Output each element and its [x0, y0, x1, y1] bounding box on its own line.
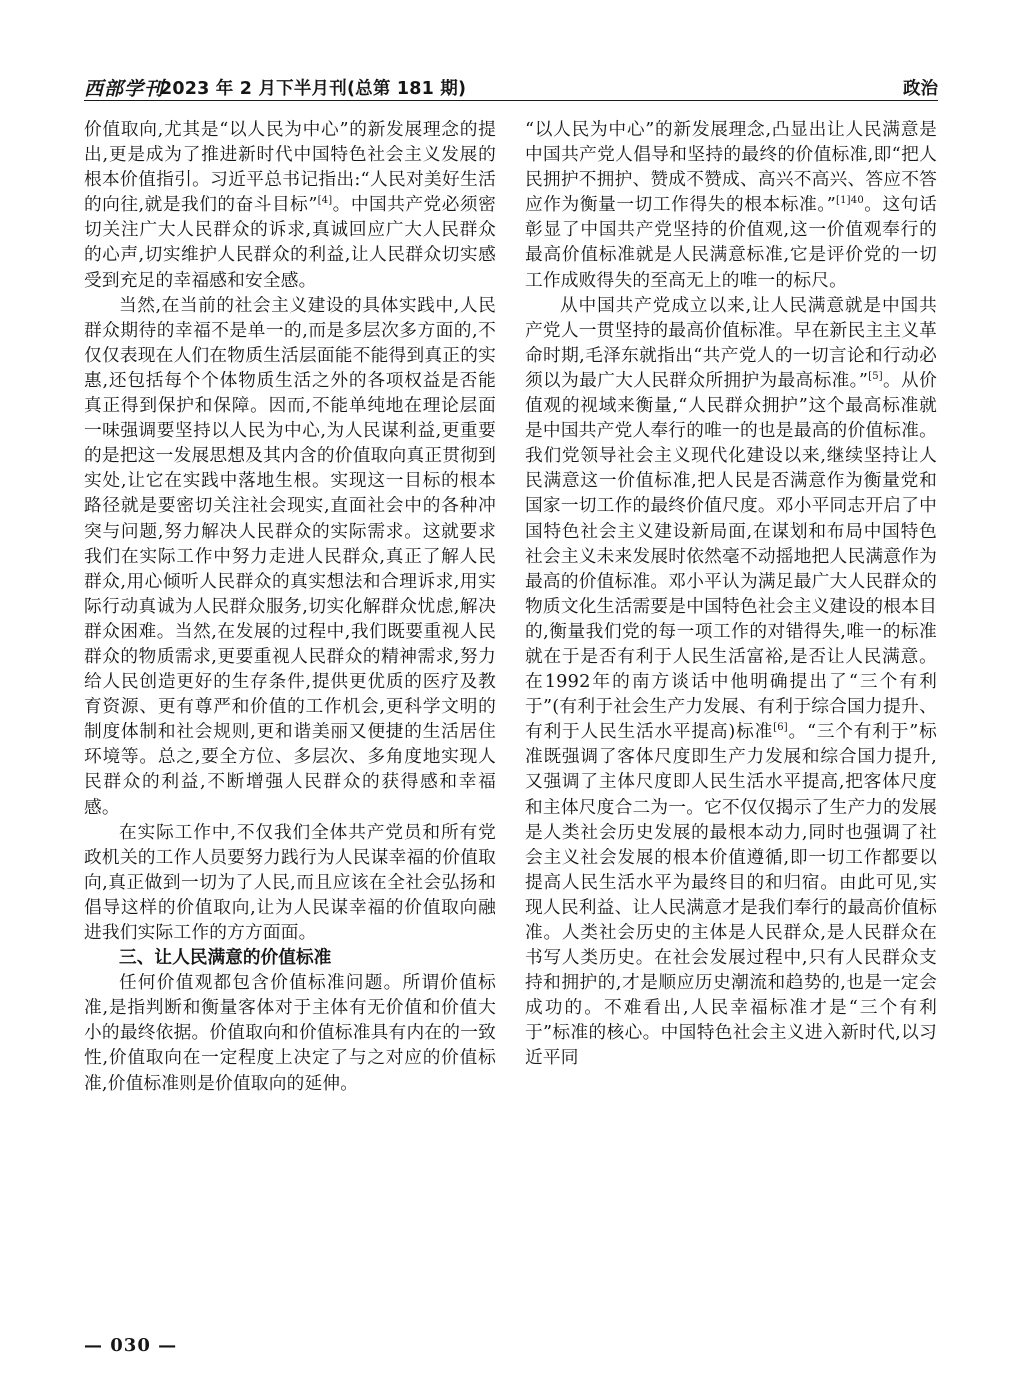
paragraph: 当然,在当前的社会主义建设的具体实践中,人民群众期待的幸福不是单一的,而是多层次多方面的,不仅仅表现在人们在物质生活层面能不能得到真正的实惠,还包括每个个体物质生活之外的各项权益是否能真正得到保护和保障。因而,不能单纯地在理论层面一味强调要坚持以人民为中心,为人民谋利益,更重要的是把这一发展思想及其内含的价值取向真正贯彻到实处,让它在实践中落地生根。实现这一目标的根本路径就是要密切关注社会现实,直面社会中的各种冲突与问题,努力解决人民群众的实际需求。这就要求我们在实际工作中努力走进人民群众,真正了解人民群众,用心倾听人民群众的真实想法和合理诉求,用实际行动真诚为人民群众服务,切实化解群众忧虑,解决群众困难。当然,在发展的过程中,我们既要重视人民群众的物质需求,更要重视人民群众的精神需求,努力给人民创造更好的生存条件,提供更优质的医疗及教育资源、更有尊严和价值的工作机会,更科学文明的制度体制和社会规则,更和谐美丽又便捷的生活居住环境等。总之,要全方位、多层次、多角度地实现人民群众的利益,不断增强人民群众的获得感和幸福感。: [84, 295, 496, 818]
paragraph: 在实际工作中,不仅我们全体共产党员和所有党政机关的工作人员要努力践行为人民谋幸福的价值取向,真正做到一切为了人民,而且应该在全社会弘扬和倡导这样的价值取向,让为人民谋幸福的价值取向融进我们实际工作的方方面面。: [84, 822, 496, 943]
left-column: [84, 118, 496, 1097]
journal-logo: 西部学刊: [84, 78, 165, 100]
section-heading: 三、让人民满意的价值标准: [119, 948, 332, 969]
page-number: — 030 —: [84, 1335, 178, 1356]
paragraph: 价值取向,尤其是“以人民为中心”的新发展理念的提出,更是成为了推进新时代中国特色社会主义发展的根本价值指引。习近平总书记指出:“人民对美好生活的向往,就是我们的奋斗目标”[4]。中国共产党必须密切关注广大人民群众的诉求,真诚回应广大人民群众的心声,切实维护人民群众的利益,让人民群众切实感受到充足的幸福感和安全感。: [84, 120, 496, 291]
citation-ref[interactable]: [5]: [868, 370, 883, 382]
right-column: [525, 118, 937, 1072]
paragraph: 从中国共产党成立以来,让人民满意就是中国共产党人一贯坚持的最高价值标准。早在新民主主义革命时期,毛泽东就指出“共产党人的一切言论和行动必须以为最广大人民群众所拥护为最高标准。”[5]。从价值观的视域来衡量,“人民群众拥护”这个最高标准就是中国共产党人奉行的唯一的也是最高的价值标准。我们党领导社会主义现代化建设以来,继续坚持让人民满意这一价值标准,把人民是否满意作为衡量党和国家一切工作的最终价值尺度。邓小平同志开启了中国特色社会主义建设新局面,在谋划和布局中国特色社会主义未来发展时依然毫不动摇地把人民满意作为最高的价值标准。邓小平认为满足最广大人民群众的物质文化生活需要是中国特色社会主义建设的根本目的,衡量我们党的每一项工作的对错得失,唯一的标准就在于是否有利于人民生活富裕,是否让人民满意。在1992年的南方谈话中他明确提出了“三个有利于”(有利于社会生产力发展、有利于综合国力提升、有利于人民生活水平提高)标准[6]。“三个有利于”标准既强调了客体尺度即生产力发展和综合国力提升,又强调了主体尺度即人民生活水平提高,把客体尺度和主体尺度合二为一。它不仅仅揭示了生产力的发展是人类社会历史发展的最根本动力,同时也强调了社会主义社会发展的根本价值遵循,即一切工作都要以提高人民生活水平为最终目的和归宿。由此可见,实现人民利益、让人民满意才是我们奉行的最高价值标准。人类社会历史的主体是人民群众,是人民群众在书写人类历史。在社会发展过程中,只有人民群众支持和拥护的,才是顺应历史潮流和趋势的,也是一定会成功的。不难看出,人民幸福标准才是“三个有利于”标准的核心。中国特色社会主义进入新时代,以习近平同: [525, 295, 938, 1069]
citation-ref[interactable]: [4]: [317, 195, 333, 207]
section-tag: 政治: [903, 79, 938, 99]
citation-ref[interactable]: [6]: [773, 722, 788, 734]
issue-info: 2023 年 2 月下半月刊(总第 181 期): [160, 79, 467, 99]
paragraph: 任何价值观都包含价值标准问题。所谓价值标准,是指判断和衡量客体对于主体有无价值和价值大小的最终依据。价值取向和价值标准具有内在的一致性,价值取向在一定程度上决定了与之对应的价值标准,价值标准则是价值取向的延伸。: [84, 973, 496, 1094]
citation-ref[interactable]: [1]40: [836, 195, 864, 207]
running-header: [84, 72, 938, 101]
paragraph: “以人民为中心”的新发展理念,凸显出让人民满意是中国共产党人倡导和坚持的最终的价值标准,即“把人民拥护不拥护、赞成不赞成、高兴不高兴、答应不答应作为衡量一切工作得失的根本标准。”$^{[1]40}$。这句话彰显了中国共产党坚持的价值观,这一价值观奉行的最高价值标准就是人民满意标准,它是评价党的一切工作成败得失的至高无上的唯一的标尺。: [525, 120, 937, 291]
